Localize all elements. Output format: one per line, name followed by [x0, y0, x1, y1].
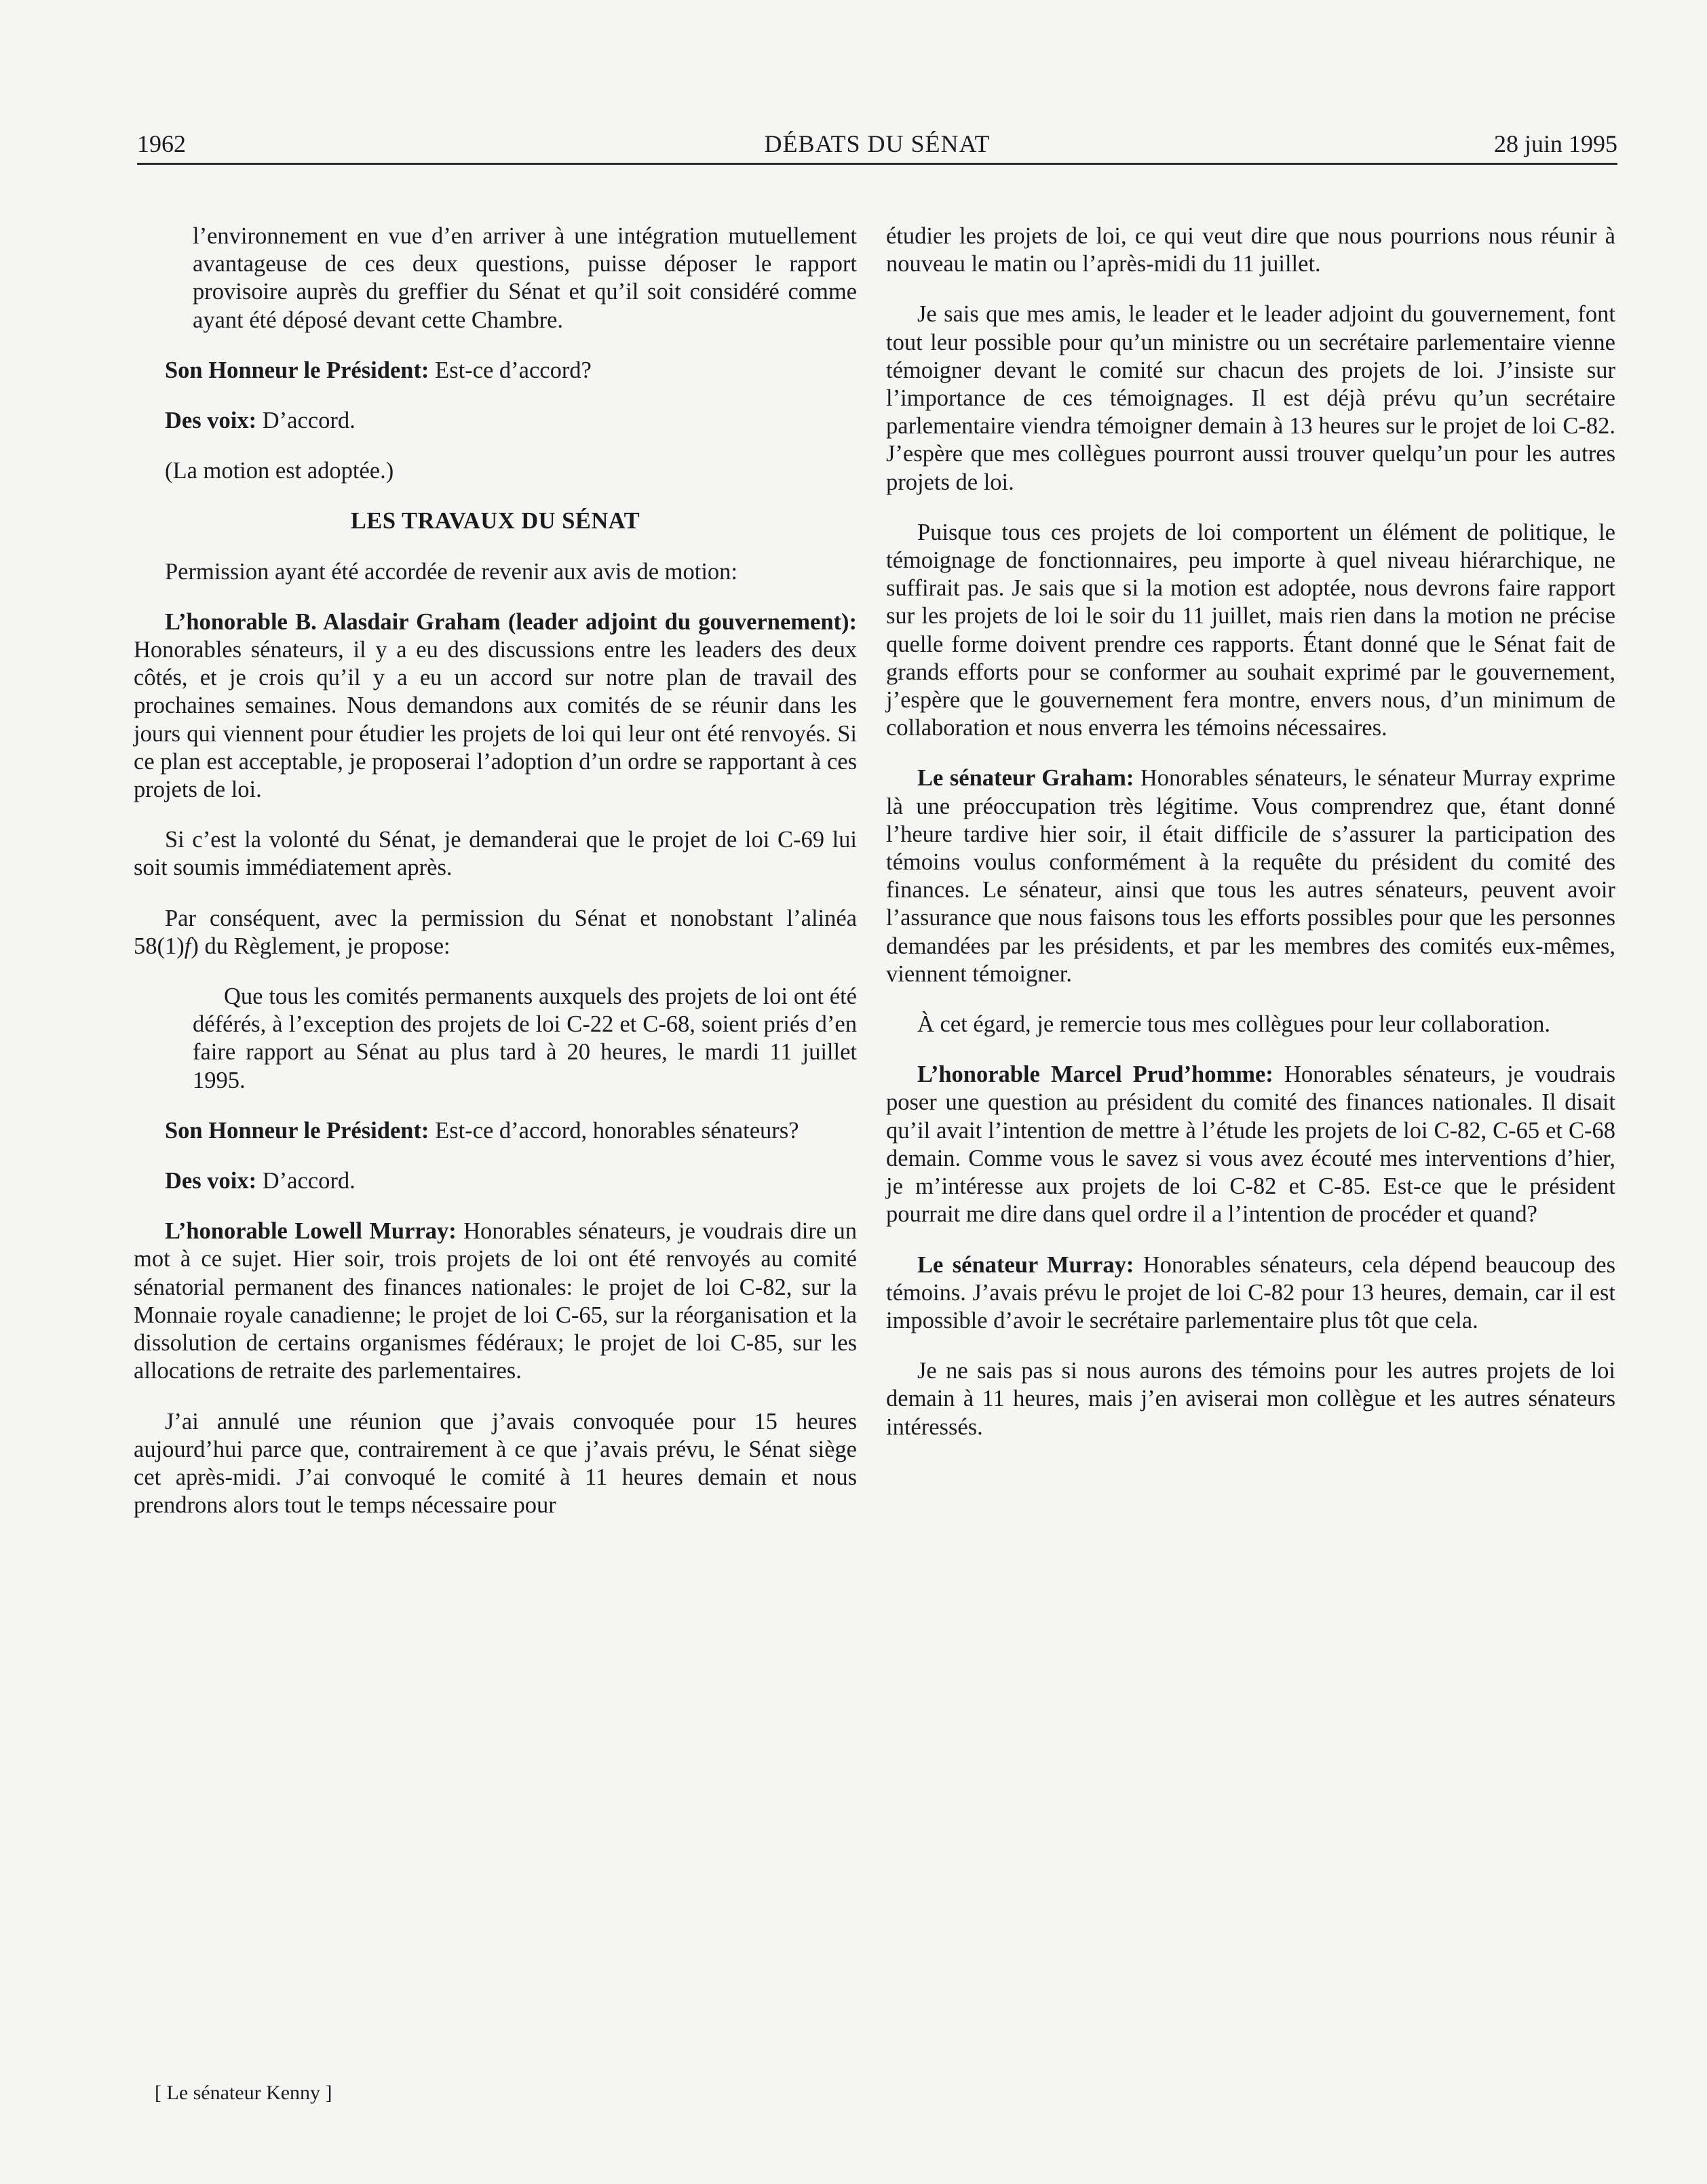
paragraph: À cet égard, je remercie tous mes collègues pour leur collaboration.	[917, 1011, 1551, 1038]
paragraph	[134, 905, 857, 960]
left-column	[134, 222, 857, 1542]
speech-text: Par conséquent, avec la permission du Sénat et nonobstant l’alinéa 58(1)	[134, 905, 857, 959]
section-heading: LES TRAVAUX DU SÉNAT	[350, 508, 640, 534]
footer-note: [ Le sénateur Kenny ]	[155, 2082, 332, 2104]
speaker-name: L’honorable Lowell Murray:	[165, 1218, 457, 1245]
paragraph: Je ne sais pas si nous aurons des témoins pour les autres projets de loi demain à 11 heures, mais j’en aviserai mon collègue et les autres sénateurs intéressés.	[886, 1358, 1615, 1440]
speaker-name: Son Honneur le Président:	[165, 1117, 429, 1144]
paragraph	[134, 1217, 857, 1385]
speaker-name: Son Honneur le Président:	[165, 357, 429, 383]
paragraph	[134, 407, 857, 435]
paragraph	[886, 764, 1615, 988]
speech-text: Honorables sénateurs, cela dépend beaucoup des témoins. J’avais prévu le projet de loi C-82 pour 13 heures, demain, car il est impossible d’avoir le secrétaire parlementaire plus tôt que cela.	[886, 1251, 1616, 1333]
running-header	[137, 128, 1617, 165]
speaker-name: Des voix:	[165, 1168, 257, 1194]
paragraph: (La motion est adoptée.)	[165, 458, 394, 484]
publication-date: 28 juin 1995	[1493, 130, 1617, 157]
italic-letter: f	[184, 933, 191, 959]
paragraph: Puisque tous ces projets de loi comportent un élément de politique, le témoignage de fonctionnaires, peu importe à quel niveau hiérarchique, ne suffirait pas. Je sais que si la motion est adoptée, nous devrons faire rapport sur les projets de loi le soir du 11 juillet, mais rien dans la motion ne précise quelle forme doivent prendre ces rapports. Étant donné que le Sénat fait de grands efforts pour se conformer au souhait exprimé par le gouvernement, j’espère que le gouvernement fera montre, envers nous, d’un minimum de collaboration et nous enverra les témoins nécessaires.	[886, 519, 1615, 741]
paragraph: J’ai annulé une réunion que j’avais convoquée pour 15 heures aujourd’hui parce que, contrairement à ce que j’avais prévu, le Sénat siège cet après-midi. J’ai convoqué le comité à 11 heures demain et nous prendrons alors tout le temps nécessaire pour	[134, 1408, 857, 1519]
speaker-name: Le sénateur Murray:	[917, 1251, 1134, 1278]
paragraph: Je sais que mes amis, le leader et le leader adjoint du gouvernement, font tout leur possible pour qu’un ministre ou un secrétaire parlementaire vienne témoigner devant le comité sur chacun des projets de loi. J’insiste sur l’importance de ces témoignages. Il est déjà prévu qu’un secrétaire parlementaire viendra témoigner demain à 13 heures sur le projet de loi C-82. J’espère que mes collègues pourront aussi trouver quelqu’un pour les autres projets de loi.	[886, 301, 1615, 495]
speech-text: D’accord.	[256, 408, 356, 434]
speaker-name: Le sénateur Graham:	[917, 765, 1134, 792]
speech-text: ) du Règlement, je propose:	[191, 933, 450, 959]
speaker-name: L’honorable B. Alasdair Graham (leader adjoint du gouvernement):	[165, 608, 857, 635]
right-column	[886, 222, 1615, 1464]
speech-text: Honorables sénateurs, le sénateur Murray exprime là une préoccupation très légitime. Vous comprendrez que, étant donné l’heure tardive hier soir, il était difficile de s’assurer la participation des témoins voulus conformément à la requête du président du comité des finances. Le sénateur, ainsi que tous les autres sénateurs, peuvent avoir l’assurance que nous faisons tous les efforts possibles pour que les personnes demandées par les présidents, et par les membres des comités eux-mêmes, viennent témoigner.	[886, 765, 1615, 987]
page-number: 1962	[137, 130, 186, 157]
speech-text: Est-ce d’accord, honorables sénateurs?	[429, 1117, 799, 1144]
speech-text: Honorables sénateurs, je voudrais poser une question au président du comité des finances nationales. Il disait qu’il avait l’intention de mettre à l’étude les projets de loi C-82, C-65 et C-68 demain. Comme vous le savez si vous avez écouté mes interventions d’hier, je m’intéresse aux projets de loi C-82 et C-85. Est-ce que le président pourrait me dire dans quel ordre il a l’intention de procéder et quand?	[886, 1061, 1615, 1228]
paragraph	[134, 1167, 857, 1195]
speech-text: Honorables sénateurs, je voudrais dire un mot à ce sujet. Hier soir, trois projets de loi ont été renvoyés au comité sénatorial permanent des finances nationales: le projet de loi C-82, sur la Monnaie royale canadienne; le projet de loi C-65, sur la réorganisation et la dissolution de certains organismes fédéraux; le projet de loi C-85, sur les allocations de retraite des parlementaires.	[134, 1218, 857, 1384]
paragraph	[134, 608, 857, 804]
speech-text: Honorables sénateurs, il y a eu des discussions entre les leaders des deux côtés, et je crois qu’il y a eu un accord sur notre plan de travail des prochaines semaines. Nous demandons aux comités de se réunir dans les jours qui viennent pour étudier les projets de loi qui leur ont été renvoyés. Si ce plan est acceptable, je proposerai l’adoption d’un ordre se rapportant à ces projets de loi.	[134, 637, 857, 803]
speaker-name: L’honorable Marcel Prud’homme:	[917, 1061, 1273, 1088]
speech-text: Est-ce d’accord?	[429, 357, 592, 383]
paragraph	[134, 357, 857, 385]
paragraph: Permission ayant été accordée de revenir aux avis de motion:	[165, 558, 737, 585]
motion-quote: Que tous les comités permanents auxquels des projets de loi ont été déférés, à l’exception des projets de loi C-22 et C-68, soient priés d’en faire rapport au Sénat au plus tard à 20 heures, le mardi 11 juillet 1995.	[193, 983, 857, 1093]
publication-title: DÉBATS DU SÉNAT	[764, 130, 991, 157]
speaker-name: Des voix:	[165, 408, 257, 434]
paragraph: Si c’est la volonté du Sénat, je demanderai que le projet de loi C-69 lui soit soumis immédiatement après.	[134, 827, 857, 881]
speech-text: D’accord.	[256, 1168, 356, 1194]
paragraph	[886, 1251, 1615, 1335]
paragraph: étudier les projets de loi, ce qui veut dire que nous pourrions nous réunir à nouveau le matin ou l’après-midi du 11 juillet.	[886, 223, 1615, 277]
paragraph: l’environnement en vue d’en arriver à une intégration mutuellement avantageuse de ces deux questions, puisse déposer le rapport provisoire auprès du greffier du Sénat et qu’il soit considéré comme ayant été déposé devant cette Chambre.	[193, 223, 857, 333]
paragraph	[886, 1061, 1615, 1228]
paragraph	[134, 1117, 857, 1145]
